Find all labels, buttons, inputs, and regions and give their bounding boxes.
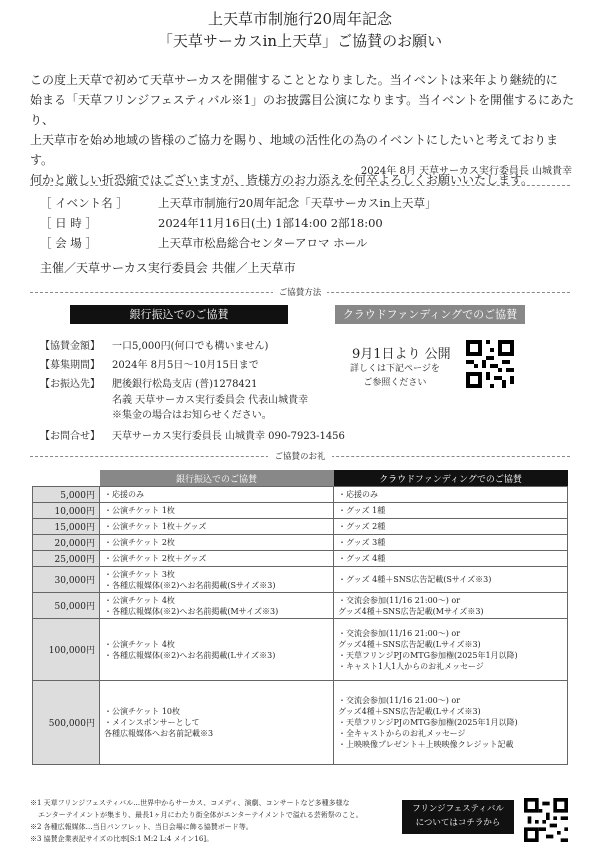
amount-cell: 15,000円 [33,519,100,535]
bank-info-account: 【お振込先】 肥後銀行松島支店 (普)1278421 [40,379,258,390]
benefit-line: ・公演チケット 3枚 [104,569,175,579]
fringe-qr-code[interactable] [524,798,568,842]
benefit-line: グッズ4種＋SNS広告記載(Mサイズ※3) [338,606,484,616]
fringe-festival-box[interactable]: フリンジフェスティバル についてはコチラから [402,800,514,834]
table-header-empty [33,470,100,487]
footnote: ※3 協賛企業表記サイズの比率[S:1 M:2 L:4 メイン16]。 [30,835,214,843]
benefit-line: ・交流会参加(11/16 21:00～) or [338,628,461,638]
benefit-line: ・グッズ 3種 [338,538,386,547]
table-row [33,487,568,503]
benefit-line: ・公演チケット 4枚 [104,639,175,649]
benefit-line: ・公演チケット 2枚 [104,538,175,547]
amount-cell: 10,000円 [33,503,100,519]
benefit-line: ・交流会参加(11/16 21:00～) or [338,696,461,705]
table-header-crowd: クラウドファンディングでのご協賛 [334,470,568,487]
crowd-benefit-cell [334,551,568,567]
crowd-benefit-cell [334,535,568,551]
table-row [33,593,568,619]
table-row [33,535,568,551]
amount-cell: 20,000円 [33,535,100,551]
table-row [33,567,568,593]
footnotes [30,797,363,845]
benefit-line: ・メインスポンサーとして [104,718,200,727]
bank-info-note: ※集金の場合はお知らせください。 [112,410,272,421]
benefit-line: ・公演チケット 1枚＋グッズ [104,522,207,531]
title-line1: 上天草市制施行20周年記念 [207,10,393,28]
method-label: ご協賛方法 [0,286,600,298]
benefit-line: ・交流会参加(11/16 21:00～) or [338,595,461,605]
bank-benefit-cell [100,567,334,593]
benefit-line: ・公演チケット 4枚 [104,595,175,605]
crowd-benefit-cell [334,487,568,503]
table-row [33,503,568,519]
bank-benefit-cell [100,681,334,765]
bank-benefit-cell [100,593,334,619]
divider [30,185,570,186]
table-row [33,681,568,765]
bank-benefit-cell [100,535,334,551]
crowdfunding-qr-code[interactable] [466,340,514,388]
signature: 2024年 8月 天草サーカス実行委員長 山城貴幸 [360,166,572,177]
benefit-line: ・各種広報媒体(※2)へお名前掲載(Mサイズ※3) [104,606,279,616]
amount-cell: 500,000円 [33,681,100,765]
reward-table [32,470,568,765]
benefit-line: ・応援のみ [338,490,378,499]
event-value: 上天草市松島総合センターアロマ ホール [158,236,368,250]
title-line2: 「天草サーカスin上天草」ご協賛のお願い [157,32,443,50]
table-row [33,519,568,535]
intro-line: 上天草市を始め地域の皆様のご協力を賜り、地域の活性化の為のイベントにしたいと考えております。 [30,133,559,167]
intro-line: 始まる「天草フリンジフェスティバル※1」のお披露目公演になります。当イベントを開催するにあたり、 [30,93,575,127]
bank-benefit-cell [100,619,334,681]
benefit-line: ・天草フリンジPJのMTG参加権(2025年1月以降) [338,650,518,660]
event-row-date [40,215,383,231]
amount-cell: 30,000円 [33,567,100,593]
benefit-line: ・グッズ 2種 [338,522,386,531]
intro-line: この度上天草で初めて天草サーカスを開催することとなりました。当イベントは来年より継続的に [30,73,558,87]
bank-benefit-cell [100,551,334,567]
benefit-line: グッズ4種＋SNS広告記載(Lサイズ※3) [338,707,481,716]
benefit-line: ・各種広報媒体(※2)へお名前掲載(Sサイズ※3) [104,580,276,590]
crowd-benefit-cell [334,681,568,765]
benefit-line: 各種広報媒体へお名前記載※3 [104,729,214,738]
footnote: ※1 天草フリンジフェスティバル…世界中からサーカス、コメディ、演劇、コンサートなど多種多様な [30,799,350,807]
bank-benefit-cell [100,519,334,535]
crowdfunding-note: 詳しくは下記ページを ご参照ください [350,364,440,388]
crowdfunding-date: 9月1日より 公開 [352,347,451,362]
footnote: エンターテイメントが集まり、最長1ヶ月にわたり街全体がエンターテイメントで溢れる芸術祭のこと。 [38,811,363,819]
amount-cell: 50,000円 [33,593,100,619]
bank-info-amount: 【協賛金額】 一口5,000円(何口でも構いません) [40,341,269,352]
benefit-line: ・公演チケット 10枚 [104,707,181,716]
crowd-benefit-cell [334,593,568,619]
benefit-line: ・全キャストからのお礼メッセージ [338,729,466,738]
crowd-benefit-cell [334,519,568,535]
benefit-line: ・キャスト1人1人からのお礼メッセージ [338,661,484,671]
reward-label: ご協賛のお礼 [0,450,600,462]
event-row-venue [40,235,367,251]
bank-info-holder: 名義 天草サーカス実行委員会 代表山城貴幸 [112,395,309,406]
crowd-benefit-cell [334,503,568,519]
bank-benefit-cell [100,487,334,503]
event-key: ［ 日 時 ］ [40,216,97,230]
benefit-line: ・公演チケット 2枚＋グッズ [104,554,207,563]
intro-line: 何かと厳しい折恐縮ではございますが、皆様方のお力添えを何卒よろしくお願いいたします。 [30,173,534,187]
benefit-line: ・天草フリンジPJのMTG参加権(2025年1月以降) [338,718,518,727]
amount-cell: 100,000円 [33,619,100,681]
benefit-line: グッズ4種＋SNS広告記載(Lサイズ※3) [338,639,481,649]
table-row [33,619,568,681]
table-header-bank: 銀行振込でのご協賛 [100,470,334,487]
amount-cell: 25,000円 [33,551,100,567]
sponsor-line: 主催／天草サーカス実行委員会 共催／上天草市 [40,261,296,275]
benefit-line: ・公演チケット 1枚 [104,506,175,515]
event-value: 2024年11月16日(土) 1部14:00 2部18:00 [158,216,383,230]
benefit-line: ・グッズ 1種 [338,506,386,515]
benefit-line: ・上映映像プレゼント＋上映映像クレジット記載 [338,740,514,749]
table-row [33,551,568,567]
benefit-line: ・応援のみ [104,490,144,499]
bank-benefit-cell [100,503,334,519]
event-value: 上天草市制施行20周年記念「天草サーカスin上天草」 [158,196,437,210]
event-row-name [40,195,437,211]
footnote: ※2 各種広報媒体…当日パンフレット、当日会場に飾る協賛ボード等。 [30,823,253,831]
amount-cell: 5,000円 [33,487,100,503]
crowd-benefit-cell [334,619,568,681]
crowd-benefit-cell [334,567,568,593]
event-key: ［ 会 場 ］ [40,236,97,250]
crowdfunding-header: クラウドファンディングでのご協賛 [335,305,525,324]
bank-info-period: 【募集期間】 2024年 8月5日～10月15日まで [40,360,259,371]
bank-info-contact: 【お問合せ】 天草サーカス実行委員長 山城貴幸 090-7923-1456 [40,431,345,442]
bank-transfer-header: 銀行振込でのご協賛 [70,305,288,324]
benefit-line: ・グッズ 4種＋SNS広告記載(Sサイズ※3) [338,575,492,584]
benefit-line: ・グッズ 4種 [338,554,386,563]
benefit-line: ・各種広報媒体(※2)へお名前掲載(Lサイズ※3) [104,650,276,660]
event-key: ［ イベント名 ］ [40,196,128,210]
